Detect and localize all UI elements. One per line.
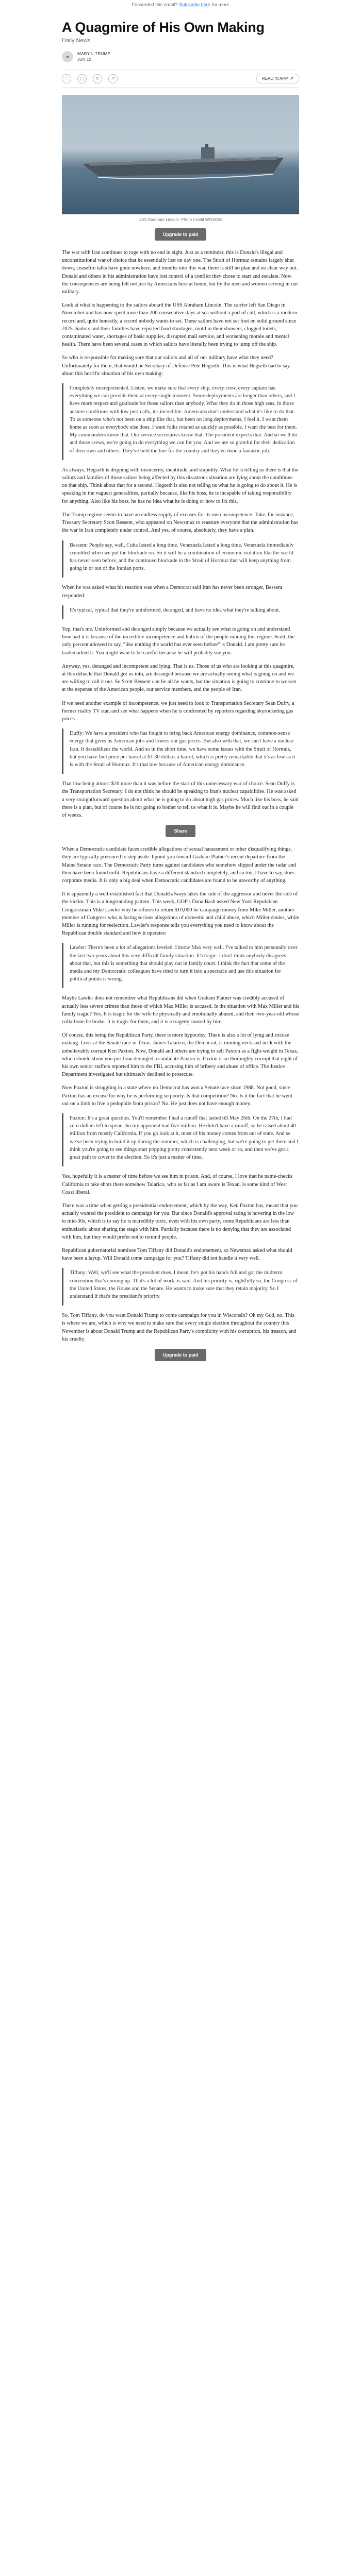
paragraph: Yes, hopefully it is a matter of time before we see him in prison. And, of course, I love that he name-checks California to take shots there somehow Talarico, who as far as I am aware is Texan, is some kind of West Coast liberal. bbox=[62, 1174, 293, 1195]
share-icon[interactable]: ↗ bbox=[108, 74, 118, 83]
action-bar bbox=[62, 70, 299, 88]
article bbox=[62, 14, 299, 1369]
read-in-app-label: READ IN APP bbox=[262, 76, 288, 81]
quote-text: Lawler: There's been a lot of allegations leveled. I know Max very well. I've talked to him personally over the last two years about this very difficult family situation. It's tragic. I don't think anybody disagrees about that, but this is something that should play out in family court. I think the fact that some of the media and my Democratic colleagues have tried to turn it into a spectacle and use this situation for political points is wrong. bbox=[70, 945, 298, 982]
article-title[interactable]: A Quagmire of His Own Making bbox=[62, 20, 265, 35]
blockquote bbox=[62, 728, 299, 774]
heart-icon[interactable]: ♡ bbox=[62, 74, 71, 83]
comment-icon[interactable]: □ bbox=[77, 74, 87, 83]
quote-text: Bessent: People say, well, Cuba lasted a long time. Venezuela lasted a long time. Venezuela immediately crumbled when we put the blockade on. So it will be a combination of economic isolation like the world has never seen before, and the continued blockade in the Strait of Hormuz that will keep anything from going in or out of the Iranian ports. bbox=[70, 542, 294, 572]
hero-image-aircraft-carrier bbox=[62, 95, 299, 214]
author-name[interactable]: MARY L TRUMP bbox=[77, 52, 111, 56]
paragraph: As always, Hegseth is dripping with insincerity, ineptitude, and stupidity. What he is telling us there is that the sailors and families of those sailors being affected by this disastrous situation are lying about the conditions on that ship. Think about that for a second. Hegseth is also not telling us what he is going to do about it. He is speaking in the vaguest generalities, partially because, like his boss, he is incapable of taking responsibility for anything. Also like his boss, he has no idea what he is doing or how to fix this. bbox=[62, 467, 299, 504]
paragraph: The Trump regime seems to have an endless supply of excuses for its own incompetence. Take, for instance, Treasury Secretary Scott Bessent, who appeared on Newsmax to reassure everyone that the administration has the war in Iran completely under control. And yes, of course, absolutely, they have a plan. bbox=[62, 512, 299, 534]
paragraph: Of course, this being the Republican Party, there is more hypocrisy. There is also a lot of lying and excuse making. Look at the Senate race in Texas. James Talarico, the Democrat, is running neck and neck with the unbelievably corrupt Ken Paxton. Now, Donald and others are trying to sell Paxton as a fight-weight in Texas, which should show you just how deranged a candidate Paxton is. Paxton is so thoroughly corrupt that eight of his own senior staffers reported him to the FBI, accusing him of bribery and abuse of office. The Justice Department investigated but ultimately declined to prosecute. bbox=[62, 1032, 298, 1078]
upgrade-to-paid-button[interactable]: Upgrade to paid bbox=[155, 228, 207, 241]
paragraph: Republican gubernatorial nominee Tom Tiffany did Donald's endorsement, so Newsmax asked what should have been a layup. Will Donald come campaign for you? Tiffany did not handle it very well. bbox=[62, 1247, 292, 1262]
blockquote bbox=[62, 540, 299, 578]
publish-date: JUN 10 bbox=[77, 57, 91, 62]
forwarded-banner bbox=[0, 0, 361, 9]
blockquote bbox=[62, 943, 299, 988]
blockquote bbox=[62, 605, 299, 619]
paragraph: When he was asked what his reaction was when a Democrat said Iran has never been stronger, Bessent responded: bbox=[62, 585, 283, 599]
paragraph: Yep, that's me. Uninformed and deranged simply because we actually see what is going on and understand how bad it is because of the incredible incompetence and hubris of the people running this regime. Scott, the only percent allowed to say, "like nothing the world has ever seen before" is Donald. I am pretty sure he trademarked it. You might want to be careful because he will probably sue you. bbox=[62, 626, 295, 656]
paragraph: It is apparently a well-established fact that Donald always takes the side of the aggressor and never the side of the victim. This is a longstanding pattern. This week, GOP's Dana Bash asked New York Republican Congressman Mike Lawler why he refuses to return $10,000 he campaign money from Mike Miller, another member of Congress who is facing serious allegations of domestic and child abuse, which Miller denies, while Miller is running for reelection. Lawler's response tells you everything you need to know about the Republican double standard and how it operates: bbox=[62, 891, 299, 937]
publication-name: Daily News bbox=[62, 38, 91, 44]
share-button[interactable]: Share bbox=[166, 825, 195, 837]
forwarded-text: Forwarded this email? bbox=[132, 2, 178, 7]
paragraph: Anyway, yes, deranged and incompetent and lying. That is us. Those of us who are looking at this quagmire, at this debacle that Donald got us into, are deranged because we are actually seeing what is going on and we are willing to call it out. So Scott Bessent can lie all he wants, but the situation is going to continue to worsen at the expense of the American people, our service members, and the people of Iran. bbox=[62, 663, 297, 693]
author-block bbox=[62, 51, 299, 62]
paragraph: The war with Iran continues to rage with no end in sight. Just as a reminder, this is Donald's illegal and unconstitutional war of choice that he essentially lost on day one. The Strait of Hormuz remains largely shut down, ceasefire talks have gone nowhere, and months into this war, there is still no plan and no clear way out. Donald and others in his administration have lost control of a conflict they chose to start and escalate. Now the consequences are being felt not just by Americans here at home, but by the men and women serving in our military. bbox=[62, 250, 298, 295]
paragraph: Maybe Lawler does not remember what Republicans did when Graham Platner was credibly accused of actually less severe crimes than those of which Max Miller is accused. Is the situation with Max Miller and his family tragic? Yes. It is tragic for the wife he physically and emotionally abused, and their two-year-old whose collarbone he broke. It is tragic for them, and it is a tragedy caused by him. bbox=[62, 995, 299, 1025]
quote-text: Paxton: It's a great question. You'll remember I had a runoff that lasted till May 26th. On the 27th, I had zero dollars left to spend. So my opponent had five million. He didn't have a runoff, so he raised about 40 million from mostly California. If you go look at it, most of his money comes from out of state. And so we've been trying to build it up during the summer, which is challenging, but we're going to get there and I think you're going to see things start popping pretty consistently next week or so, and then we've got a great path to cover to the election. So it's just a matter of time. bbox=[70, 1115, 299, 1161]
quote-text: It's typical, typical that they're uninformed, deranged, and have no idea what they're talking about. bbox=[70, 607, 280, 613]
subscribe-link[interactable]: Subscribe here bbox=[179, 2, 210, 7]
image-caption: USS Abraham Lincoln; Photo Credit WGWDM bbox=[138, 217, 223, 222]
avatar[interactable]: ● bbox=[62, 51, 73, 62]
carrier-illustration bbox=[83, 144, 284, 180]
restack-icon[interactable]: ↻ bbox=[93, 74, 102, 83]
arrow-icon: ↗ bbox=[290, 76, 293, 81]
read-in-app-button[interactable] bbox=[256, 74, 299, 83]
forwarded-suffix: for more bbox=[211, 2, 229, 7]
paragraph: That low being almost $20 more than it was before the start of this unnecessary war of choice. Sean Duffy is the Transportation Secretary. I do not think he should be speaking to Iran's nuclear capabilities. He was asked a very straightforward question about what he is going to do about high gas prices. Much like his boss, he said there is a plan, but of course he is not going to bother to tell us what it is. Maybe he will find out in a couple of weeks. bbox=[62, 781, 299, 818]
upgrade-to-paid-button-bottom[interactable]: Upgrade to paid bbox=[155, 1349, 207, 1361]
paragraph: When a Democratic candidate faces credible allegations of sexual harassment or other disqualifying things, they are typically pressured to step aside. I point you toward Graham Platner's recent departure from the Maine Senate race. The Democratic Party turns against candidates who somehow slipped under the radar and then have been found unfit. Republicans have a different standard completely, and so too, I have to say, does corporate media. It is only a big deal when Democratic candidates are found to be unworthy of anything. bbox=[62, 846, 296, 884]
paragraph: Look at what is happening to the sailors aboard the USS Abraham Lincoln. The carrier left San Diego in November and has now spent more than 200 consecutive days at sea without a port of call, which is a modern record and, quite honestly, a record nobody wants to set. These sailors have not set foot on solid ground since 2025. Sailors and their families have reported food shortages, mold in their showers, clogged toilets, contaminated water, shortages of basic supplies, disrupted mail service, and worsening morale and mental health. There have been several cases in which sailors have literally been trying to jump off the ship. bbox=[62, 302, 298, 348]
blockquote bbox=[62, 1268, 299, 1306]
blockquote bbox=[62, 1113, 299, 1166]
quote-text: Duffy: We have a president who has fought to bring back American energy dominance, common-sense energy that gives us American jobs and lowers our gas prices. But also with that, we can't have a nuclear Iran. It destabilizes the world. And so in the short time, we have some issues with the Strait of Hormuz, but you have fuel price per barrel at $1.30 dollars a barrel, which is pretty remarkable that it's as low as it is with the Strait of Hormuz. It's that low because of American energy dominance. bbox=[70, 731, 296, 768]
quote-text: Completely misrepresented. Listen, we make sure that every ship, every crew, every captain has everything we can provide them at every single moment. Some deployments are longer than others, and I have more respect and gratitude for those sailors than anybody. What they do in those high seas, in those austere conditions with low port calls, it's incredible. Americans don't understand what it's like to do that. To as someone who's not been on a ship like that, but been on long deployments, I feel it. I want them home as soon as everybody else does. I want folks rotated as quickly as possible. I want the best for them. My commanders know that. Our service secretaries know that. The president expects that. And so we'll do and those crews, we're going to do everything we can for you. And we are so grateful for their dedication of their own and others. They've held the line for the country and they've done a fantastic job. bbox=[70, 385, 298, 454]
paragraph: If we need another example of incompetence, we just need to look to Transportation Secretary Sean Duffy, a former reality TV star, and see what happens when he is confronted by reporters regarding skyrocketing gas prices. bbox=[62, 700, 294, 722]
paragraph: So who is responsible for making sure that our sailors and all of our military have what they need? Unfortunately for them, that would be Secretary of Defense Pete Hegseth. This is what Hegseth had to say about this horrific situation of his own making: bbox=[62, 355, 290, 377]
quote-text: Tiffany: Well, we'll see what the president does. I mean, he's got his hands full and got the midterm convention that's coming up. That's a lot of work, is said. And his priority is, rightfully so, the Congress of the United States, the House and the Senate. He wants to make sure that they retain majority. So I understand if that's the president's priority. bbox=[70, 1270, 298, 1299]
paragraph: Now Paxton is struggling in a state where no Democrat has won a Senate race since 1988. Not good, since Paxton has an excuse for why he is performing so poorly. Is that competition? No. Is it the fact that he went out on a limb to live a pedophile from prison? No. He just does not have enough money. bbox=[62, 1085, 292, 1107]
blockquote bbox=[62, 383, 299, 460]
paragraph: There was a time when getting a presidential endorsement, which by the way, Ken Paxton has, meant that you actually wanted the president to campaign for you. But since Donald's approval rating is hovering in the low to mid-30s, which is to say he is incredibly toxic, even with his own party, some Republicans are less than enthusiastic about sharing the stage with him. Partially because there is no denying that they are associated with him, but they would prefer not to remind people. bbox=[62, 1202, 298, 1240]
paragraph: So, Tom Tiffany, do you want Donald Trump to come campaign for you in Wisconsin? Oh my God, no. This is where we are, which is why we need to make sure that every single election throughout the country this November is about Donald Trump and the Republican Party's complicity with his corruption, his treason, and his cruelty. bbox=[62, 1313, 297, 1342]
